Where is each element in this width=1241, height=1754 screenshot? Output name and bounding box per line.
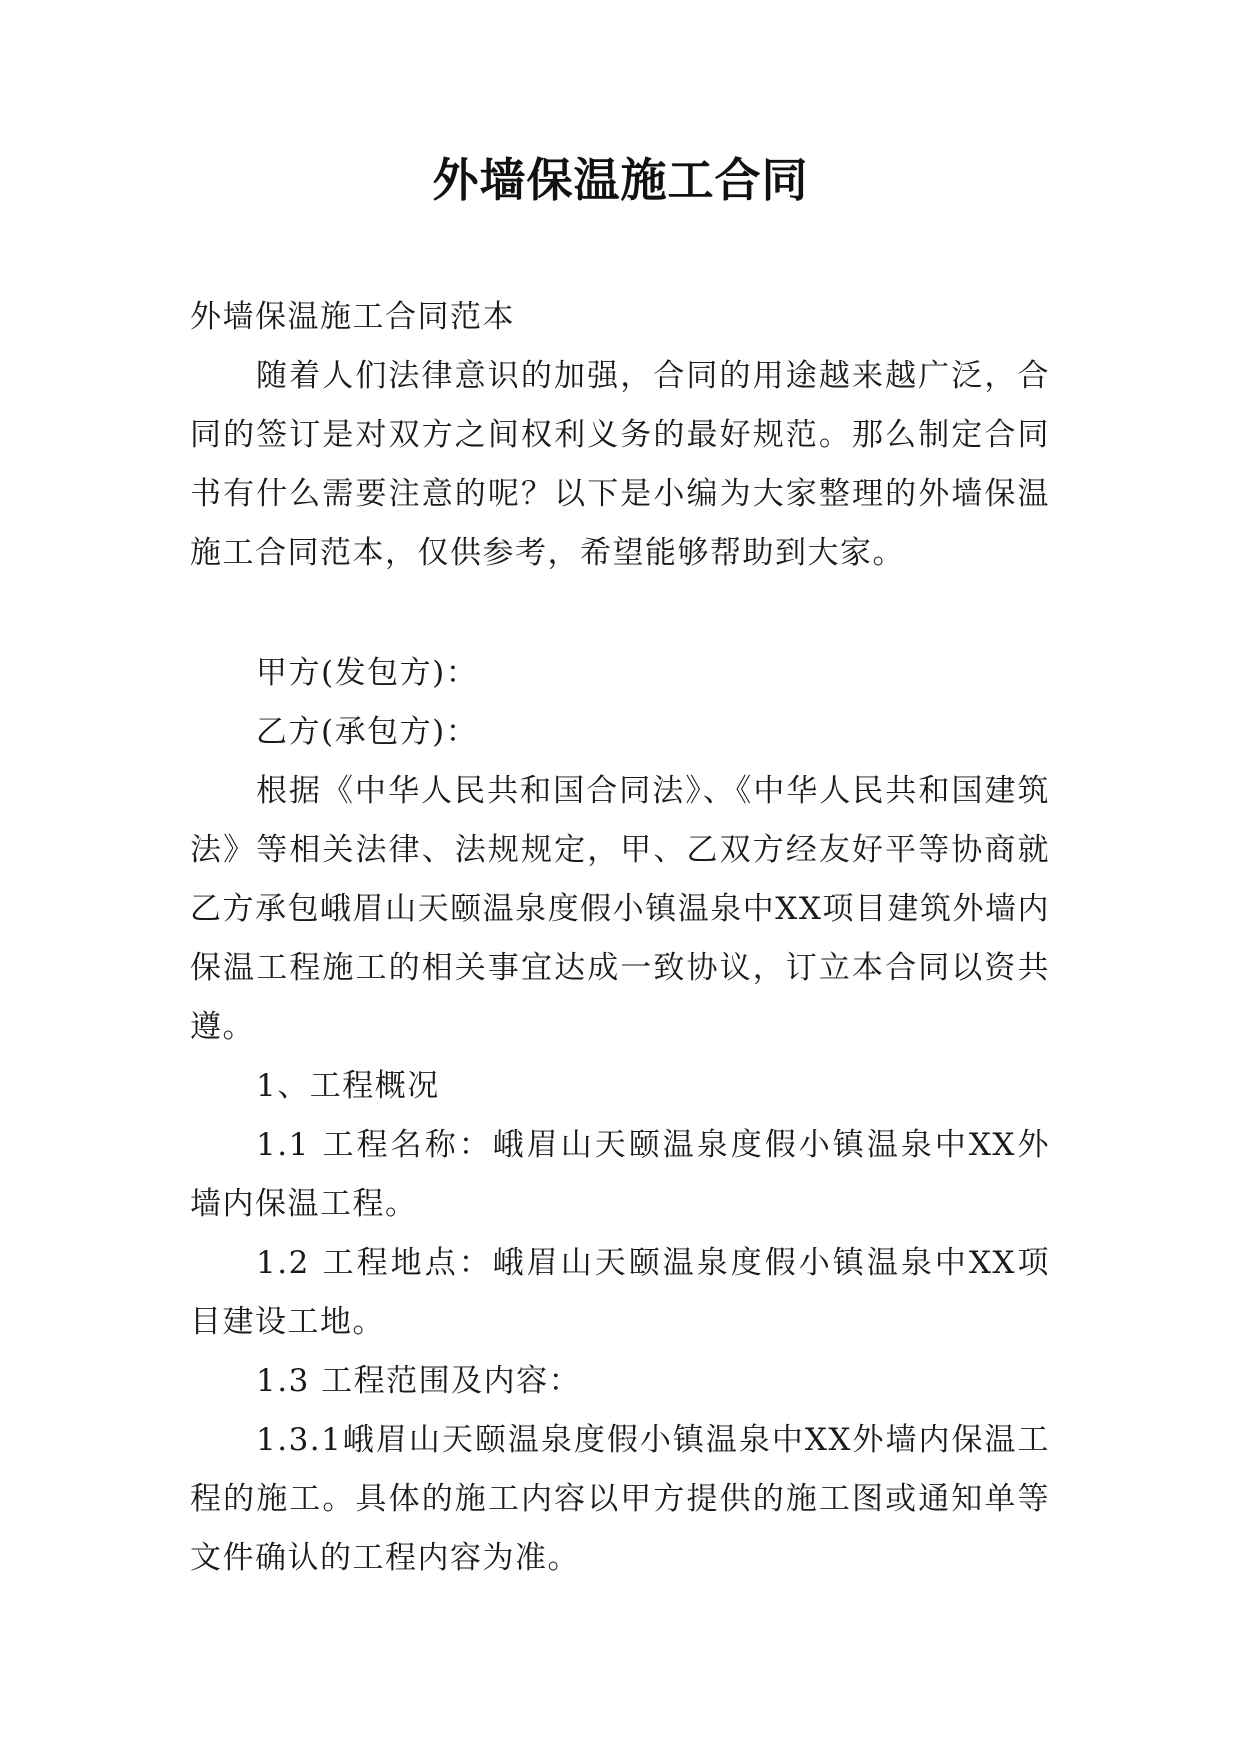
clause-1-3-scope-heading: 1.3 工程范围及内容： xyxy=(256,1363,582,1399)
clause-1-3-1-scope-detail: 1.3.1峨眉山天颐温泉度假小镇温泉中XX外墙内保温工程的施工。具体的施工内容以甲方提供的施工图或通知单等文件确认的工程内容为准。 xyxy=(190,1422,1050,1576)
clause-1-1-project-name: 1.1 工程名称：峨眉山天颐温泉度假小镇温泉中XX外墙内保温工程。 xyxy=(190,1127,1050,1222)
document-body xyxy=(190,288,1050,1588)
clause-1-2-project-location: 1.2 工程地点：峨眉山天颐温泉度假小镇温泉中XX项目建设工地。 xyxy=(190,1245,1050,1340)
intro-paragraph: 随着人们法律意识的加强，合同的用途越来越广泛，合同的签订是对双方之间权利义务的最好规范。那么制定合同书有什么需要注意的呢？以下是小编为大家整理的外墙保温施工合同范本，仅供参考，希望能够帮助到大家。 xyxy=(190,358,1050,571)
legal-basis-paragraph: 根据《中华人民共和国合同法》、《中华人民共和国建筑法》等相关法律、法规规定，甲、乙双方经友好平等协商就乙方承包峨眉山天颐温泉度假小镇温泉中XX项目建筑外墙内保温工程施工的相关事宜达成一致协议，订立本合同以资共遵。 xyxy=(190,773,1050,1045)
party-a-line: 甲方(发包方)： xyxy=(256,655,479,691)
subtitle-paragraph: 外墙保温施工合同范本 xyxy=(190,299,515,335)
document-title: 外墙保温施工合同 xyxy=(432,153,809,207)
party-b-line: 乙方(承包方)： xyxy=(256,714,479,750)
section-heading-project-overview: 1、工程概况 xyxy=(256,1068,440,1104)
